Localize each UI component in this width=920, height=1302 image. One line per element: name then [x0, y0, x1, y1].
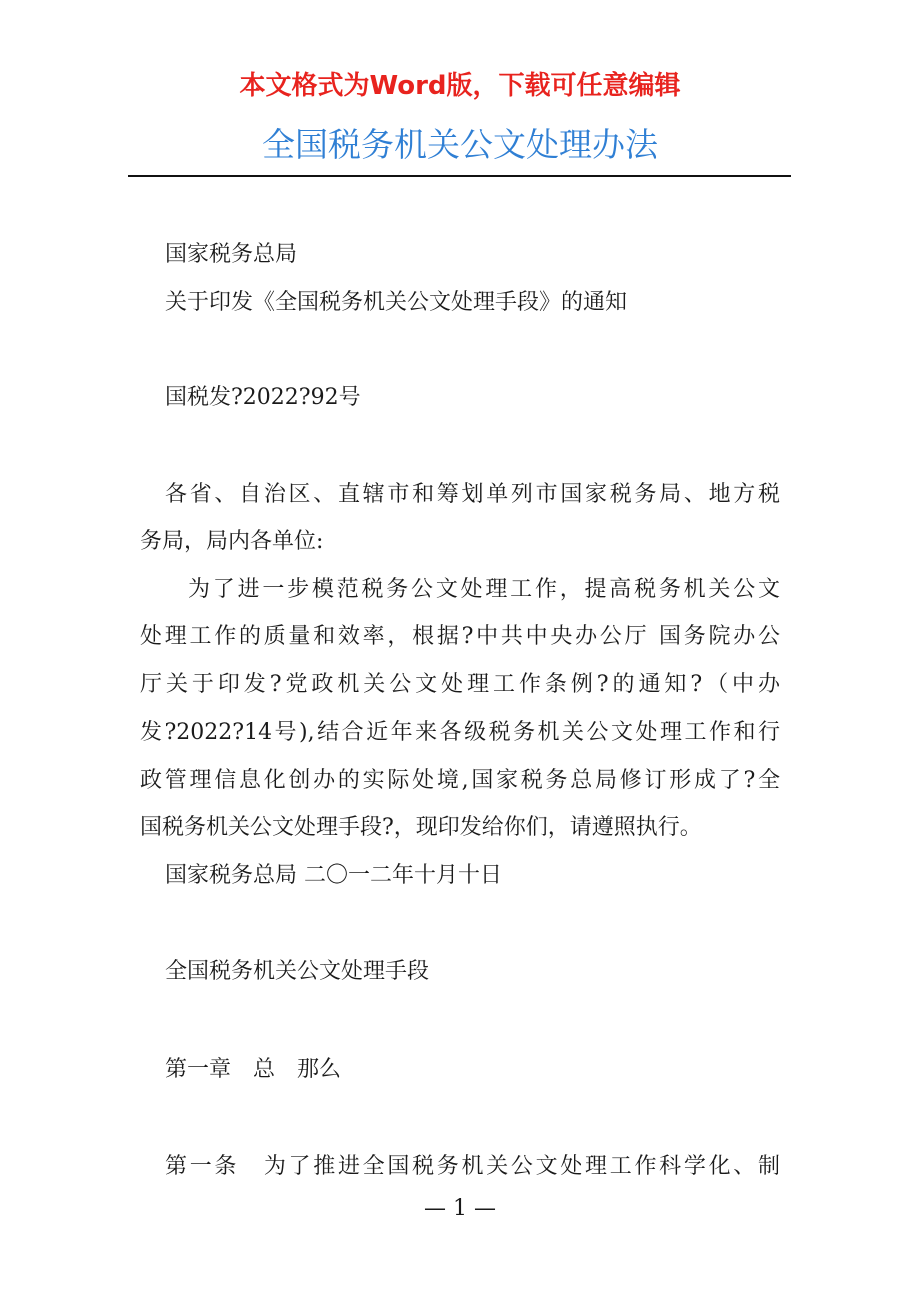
signature-line: 国家税务总局 二〇一二年十月十日: [165, 863, 502, 888]
paragraph-line: 国税务机关公文处理手段?，现印发给你们，请遵照执行。: [140, 815, 702, 840]
recipients-line: 务局，局内各单位:: [140, 529, 324, 554]
paragraph-line: 厅关于印发?党政机关公文处理工作条例?的通知?（中办: [140, 672, 780, 697]
document-number-line: 国税发?2022?92号: [165, 385, 361, 410]
section-title-line: 全国税务机关公文处理手段: [165, 959, 430, 984]
chapter-heading: 第一章 总 那么: [165, 1057, 342, 1082]
page-number: — 1 —: [424, 1196, 496, 1221]
paragraph-line: 发?2022?14号),结合近年来各级税务机关公文处理工作和行: [140, 720, 780, 745]
issuer-line: 国家税务总局: [165, 242, 298, 267]
header-divider: [128, 175, 791, 177]
document-title: 全国税务机关公文处理办法: [262, 125, 658, 164]
article-line: 第一条 为了推进全国税务机关公文处理工作科学化、制: [165, 1154, 780, 1179]
notice-title-line: 关于印发《全国税务机关公文处理手段》的通知: [165, 290, 628, 315]
paragraph-line: 为了进一步模范税务公文处理工作，提高税务机关公文: [188, 577, 780, 602]
paragraph-line: 政管理信息化创办的实际处境,国家税务总局修订形成了?全: [140, 768, 780, 793]
paragraph-line: 处理工作的质量和效率，根据?中共中央办公厅 国务院办公: [140, 624, 780, 649]
download-banner: 本文格式为Word版，下载可任意编辑: [239, 71, 681, 101]
recipients-line: 各省、自治区、直辖市和筹划单列市国家税务局、地方税: [165, 482, 780, 507]
